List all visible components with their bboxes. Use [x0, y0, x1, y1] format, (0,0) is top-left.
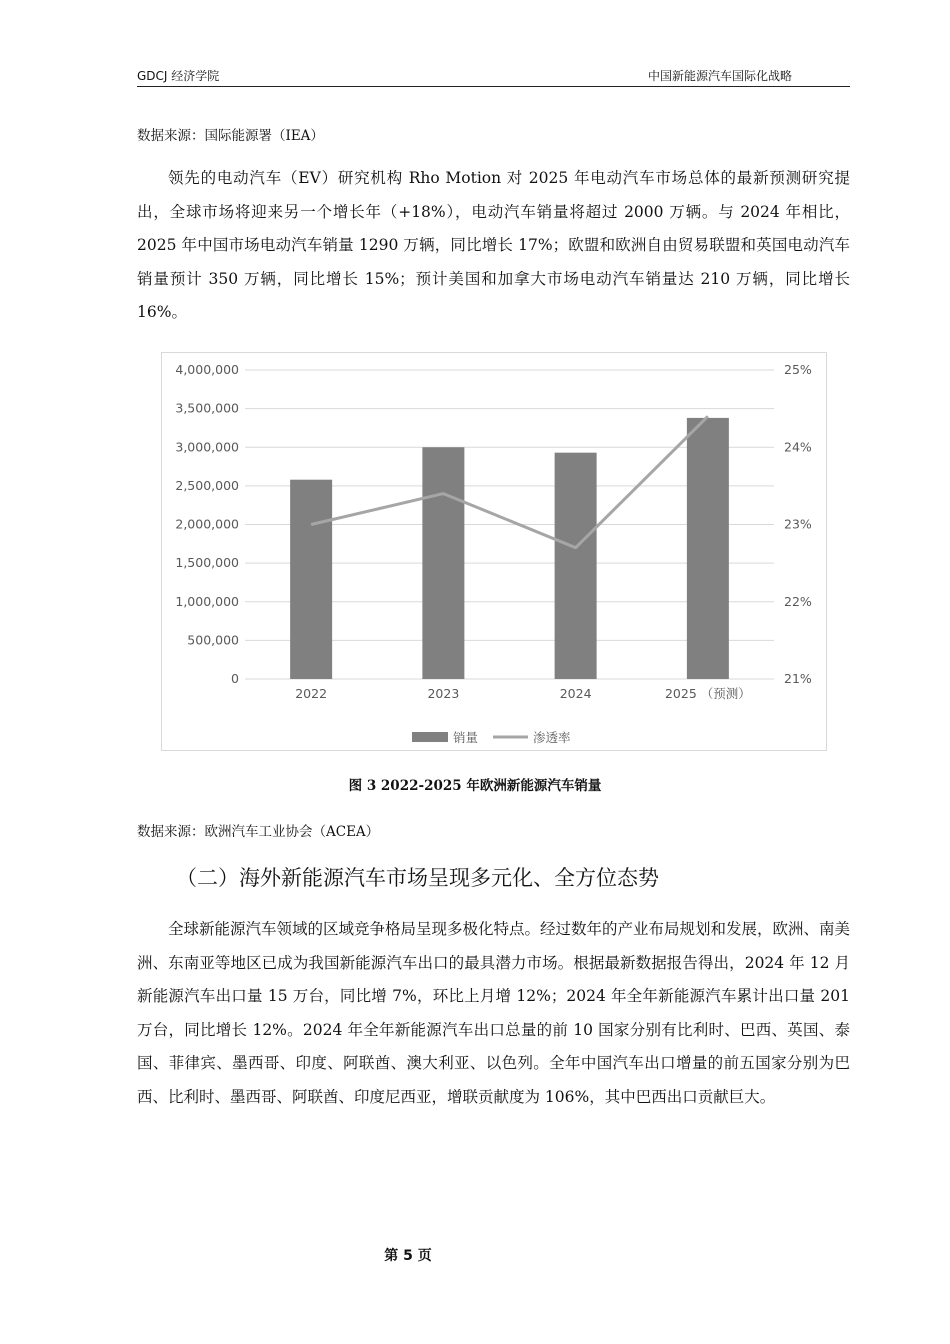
- right-tick-label: 22%: [784, 593, 812, 609]
- left-tick-label: 2,000,000: [175, 516, 239, 532]
- section-heading: （二）海外新能源汽车市场呈现多元化、全方位态势: [176, 866, 659, 890]
- left-tick-label: 500,000: [187, 632, 239, 648]
- legend-label-rate: 渗透率: [533, 730, 571, 745]
- left-tick-label: 4,000,000: [175, 362, 239, 377]
- category-label: 2023: [427, 686, 460, 701]
- category-label: 2024: [559, 686, 592, 701]
- penetration-rate-line: [311, 416, 708, 547]
- left-tick-label: 2,500,000: [175, 477, 239, 493]
- legend-label-sales: 销量: [453, 730, 479, 745]
- legend-swatch-bar: [412, 732, 448, 742]
- right-tick-label: 21%: [784, 671, 812, 686]
- data-source-iea: 数据来源：国际能源署（IEA）: [137, 128, 324, 144]
- page-number: 第 5 页: [384, 1248, 432, 1264]
- category-label: 2022: [295, 686, 328, 701]
- figure-caption: 图 3 2022-2025 年欧洲新能源汽车销量: [348, 778, 602, 794]
- category-label: 2025 （预测）: [664, 686, 751, 701]
- left-tick-label: 1,500,000: [175, 555, 239, 571]
- bar-2024: [555, 453, 597, 679]
- chart-container: [161, 352, 827, 751]
- left-tick-label: 3,000,000: [175, 439, 239, 455]
- header-right: 中国新能源汽车国际化战略: [647, 69, 792, 83]
- paragraph-ev-forecast: 领先的电动汽车（EV）研究机构 Rho Motion 对 2025 年电动汽车市场总体的最新预测研究提出，全球市场将迎来另一个增长年（+18%），电动汽车销量将超过 2000 万辆。与 2024 年相比，2025 年中国市场电动汽车销量 1290 万辆，同比增长 17%；欧盟和欧洲自由贸易联盟和英国电动汽车销量预计 350 万辆，同比增长 15%；预计美国和加拿大市场电动汽车销量达 210 万辆，同比增长 16%。: [137, 169, 850, 321]
- left-tick-label: 3,500,000: [175, 400, 239, 416]
- europe-nev-sales-chart: [162, 353, 826, 750]
- left-tick-label: 1,000,000: [175, 593, 239, 609]
- right-tick-label: 25%: [784, 362, 812, 377]
- header-left: GDCJ 经济学院: [137, 69, 220, 83]
- data-source-acea: 数据来源：欧洲汽车工业协会（ACEA）: [137, 824, 380, 840]
- bar-2023: [422, 447, 464, 679]
- page-header: [137, 66, 850, 87]
- right-tick-label: 24%: [784, 439, 812, 455]
- right-tick-label: 23%: [784, 516, 812, 532]
- paragraph-export-markets: 全球新能源汽车领域的区域竞争格局呈现多极化特点。经过数年的产业布局规划和发展，欧洲、南美洲、东南亚等地区已成为我国新能源汽车出口的最具潜力市场。根据最新数据报告得出，2024 年 12 月新能源汽车出口量 15 万台，同比增 7%，环比上月增 12%；2024 年全年新能源汽车累计出口量 201 万台，同比增长 12%。2024 年全年新能源汽车出口总量的前 10 国家分别有比利时、巴西、英国、泰国、菲律宾、墨西哥、印度、阿联酋、澳大利亚、以色列。全年中国汽车出口增量的前五国家分别为巴西、比利时、墨西哥、阿联酋、印度尼西亚，增联贡献度为 106%，其中巴西出口贡献巨大。: [137, 920, 851, 1106]
- bar-2025: [687, 418, 729, 679]
- bar-2022: [290, 480, 332, 679]
- left-tick-label: 0: [231, 671, 239, 686]
